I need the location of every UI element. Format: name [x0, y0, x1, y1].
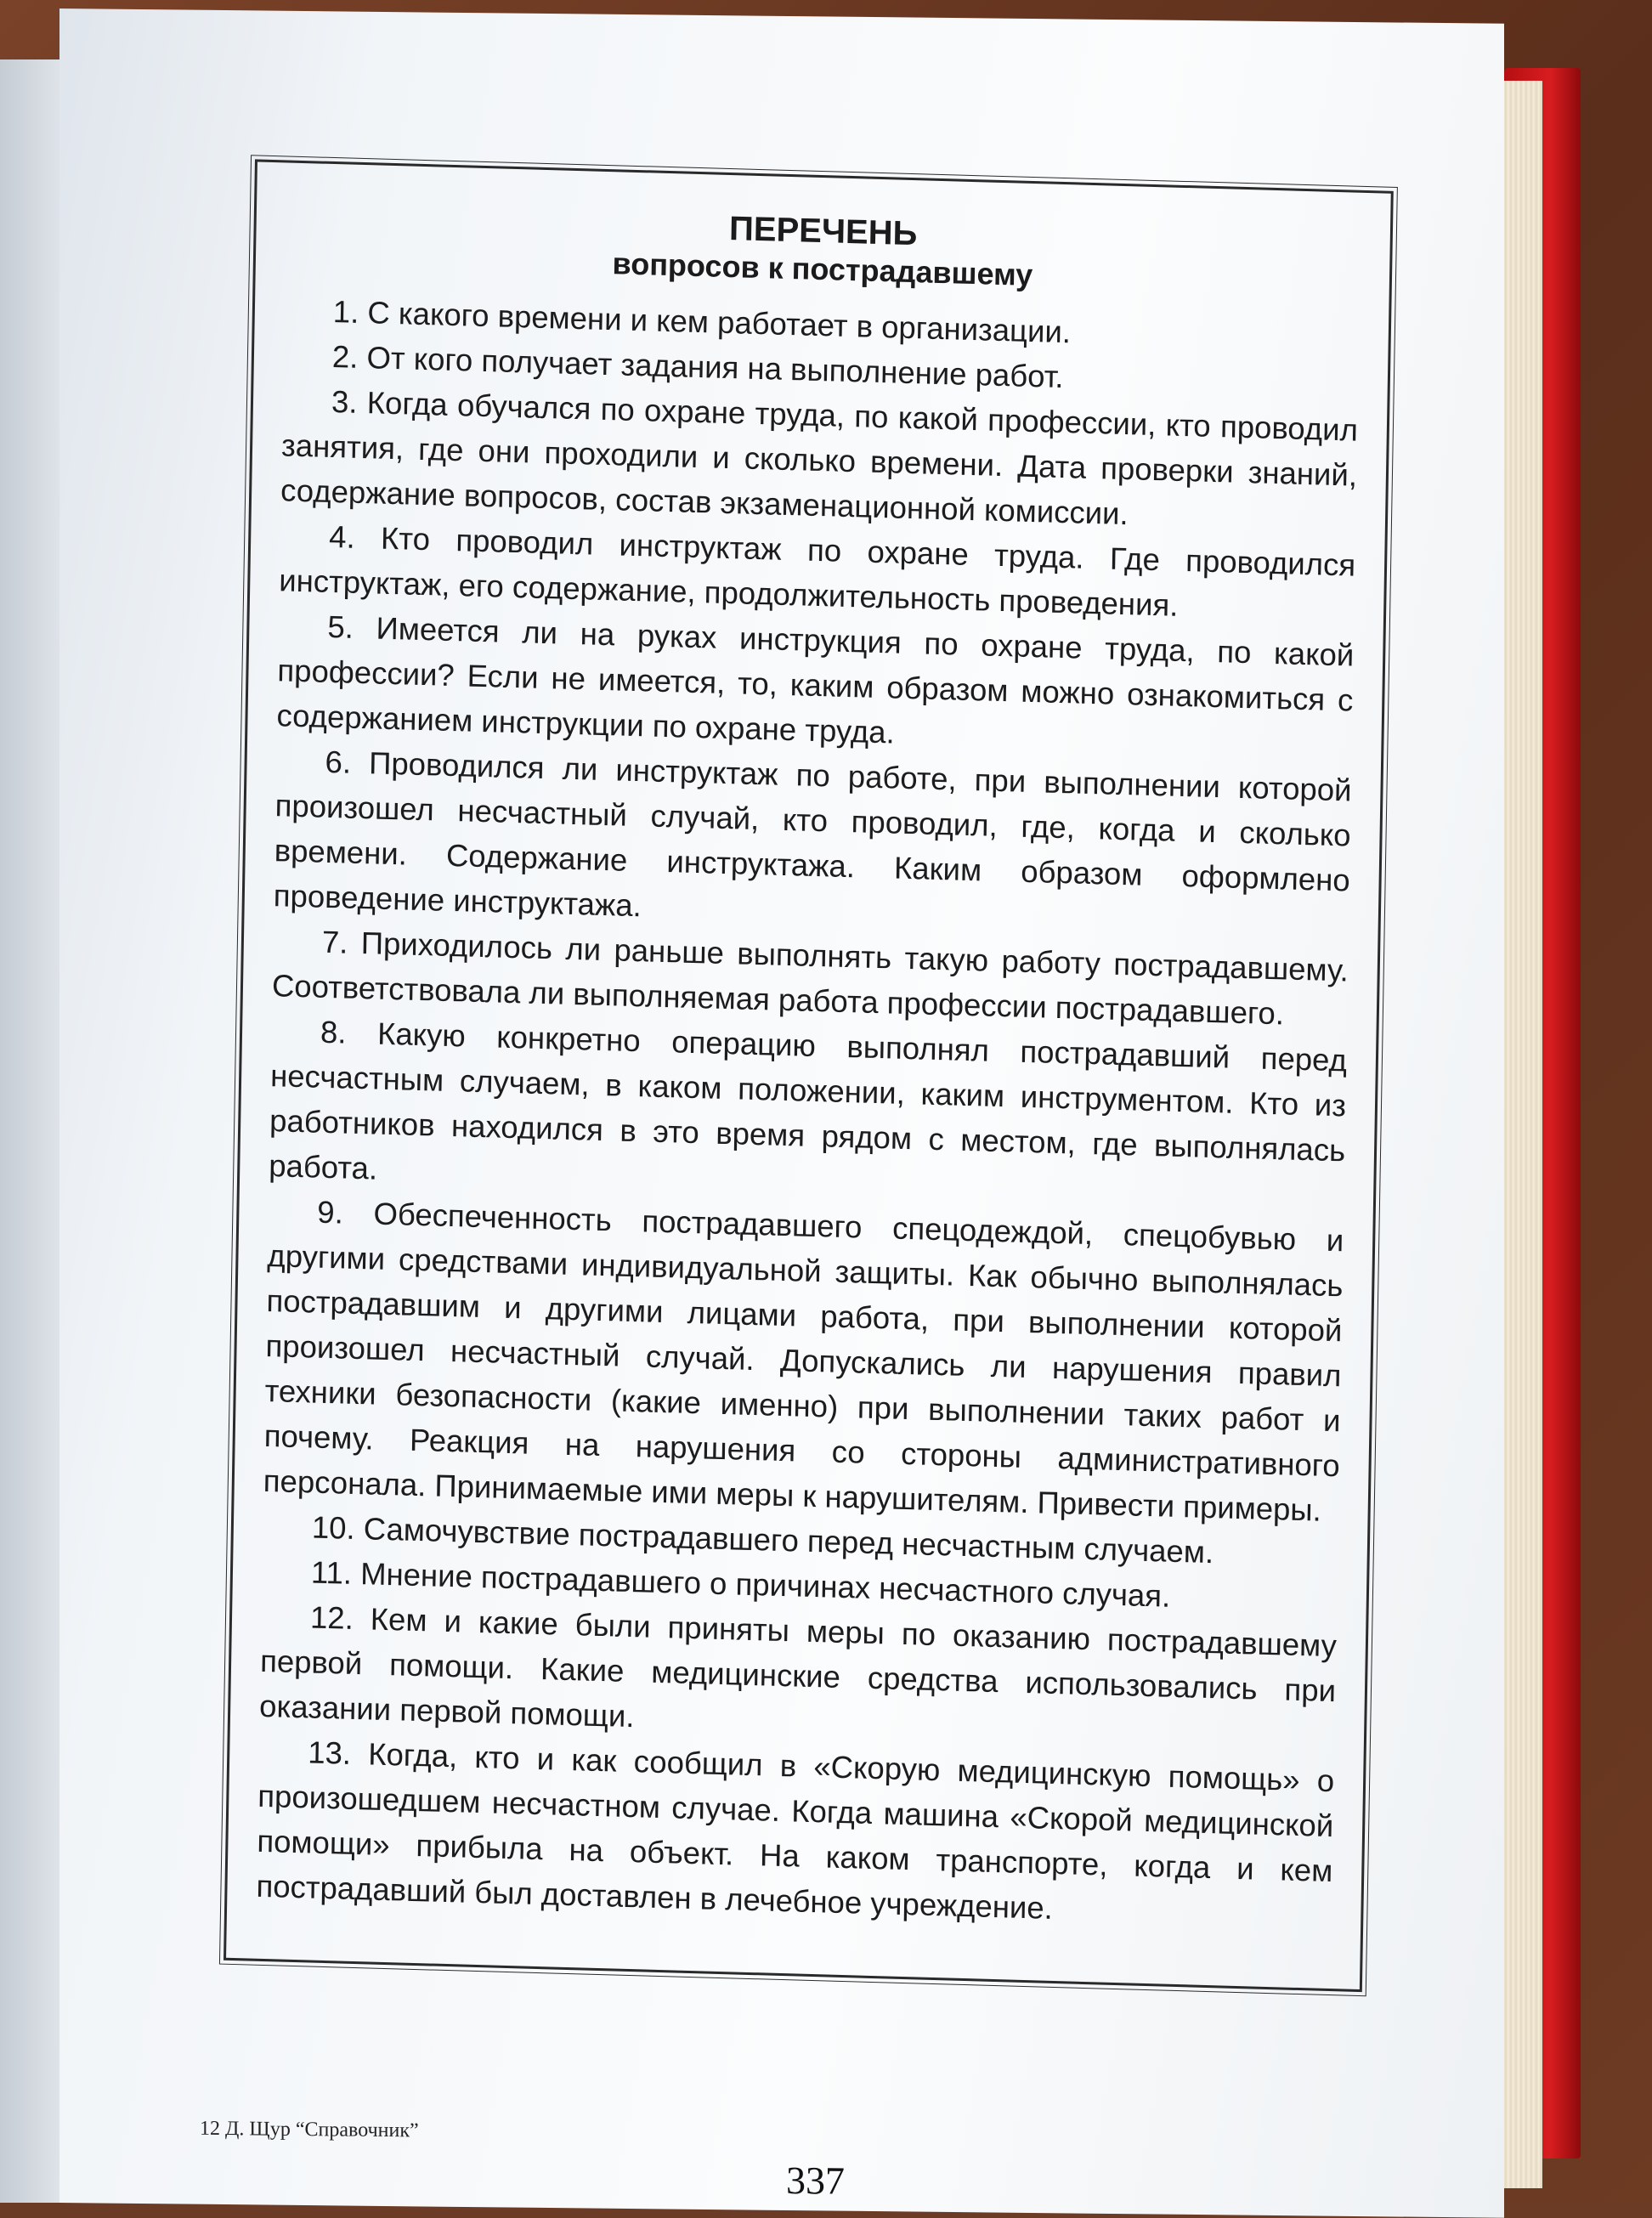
list-item: 10. Самочувствие пострадавшего перед несчастным случаем. — [311, 1509, 1214, 1570]
document-subtitle: вопросов к пострадавшему — [612, 246, 1033, 292]
list-item: 3. Когда обучался по охране труда, по какой профессии, кто проводил занятия, где они проходили и сколько времени. Дата проверки знаний, содержание вопросов, состав экзаменационной комиссии. — [280, 384, 1359, 532]
list-item: 7. Приходилось ли раньше выполнять такую работу пострадавшему. Соответствовала ли выполняемая работа профессии пострадавшего. — [271, 924, 1349, 1032]
list-item: 8. Какую конкретно операцию выполнял пострадавший перед несчастным случаем, в каком положении, каким инструментом. Кто из работников находился в это время рядом с местом, где выполнялась работа. — [268, 1014, 1348, 1186]
list-item: 11. Мнение пострадавшего о причинах несчастного случая. — [310, 1554, 1171, 1614]
footer-signature: 12 Д. Щур “Справочник” — [200, 2117, 419, 2142]
framed-content — [223, 159, 1394, 1992]
list-item: 1. С какого времени и кем работает в организации. — [332, 294, 1072, 350]
list-item: 5. Имеется ли на руках инструкция по охране труда, по какой профессии? Если не имеется, то, каким образом можно ознакомиться с содержанием инструкции по охране труда. — [276, 609, 1355, 750]
list-item: 13. Когда, кто и как сообщил в «Скорую медицинскую помощь» о произошедшем несчастном случае. Когда машина «Скорой медицинской помощи» прибыла на объект. На каком транспорте, когда и кем пострадавший был доставлен в лечебное учреждение. — [256, 1734, 1335, 1927]
book-page — [59, 8, 1504, 2218]
list-item: 2. От кого получает задания на выполнение работ. — [331, 339, 1064, 395]
page-number: 337 — [786, 2158, 845, 2203]
document-title: ПЕРЕЧЕНЬ — [728, 210, 918, 253]
list-item: 6. Проводился ли инструктаж по работе, при выполнении которой произошел несчастный случай, кто проводил, где, когда и сколько времени. Содержание инструктажа. Каким образом оформлено проведение инструктажа. — [273, 744, 1352, 924]
list-item: 9. Обеспеченность пострадавшего спецодеждой, спецобувью и другими средствами индивидуальной защиты. Как обычно выполнялась пострадавшим и другими лицами работа, при выполнении которой произошел несчастный случай. Допускались ли нарушения правил техники безопасности (какие именно) при выполнении таких работ и почему. Реакция на нарушения со стороны административного персонала. Принимаемые ими меры к нарушителям. Привести примеры. — [263, 1194, 1344, 1528]
list-item: 12. Кем и какие были приняты меры по оказанию пострадавшему первой помощи. Какие медицинские средства использовались при оказании первой помощи. — [258, 1599, 1338, 1734]
list-item: 4. Кто проводил инструктаж по охране труда. Где проводился инструктаж, его содержание, продолжительность проведения. — [279, 519, 1356, 624]
